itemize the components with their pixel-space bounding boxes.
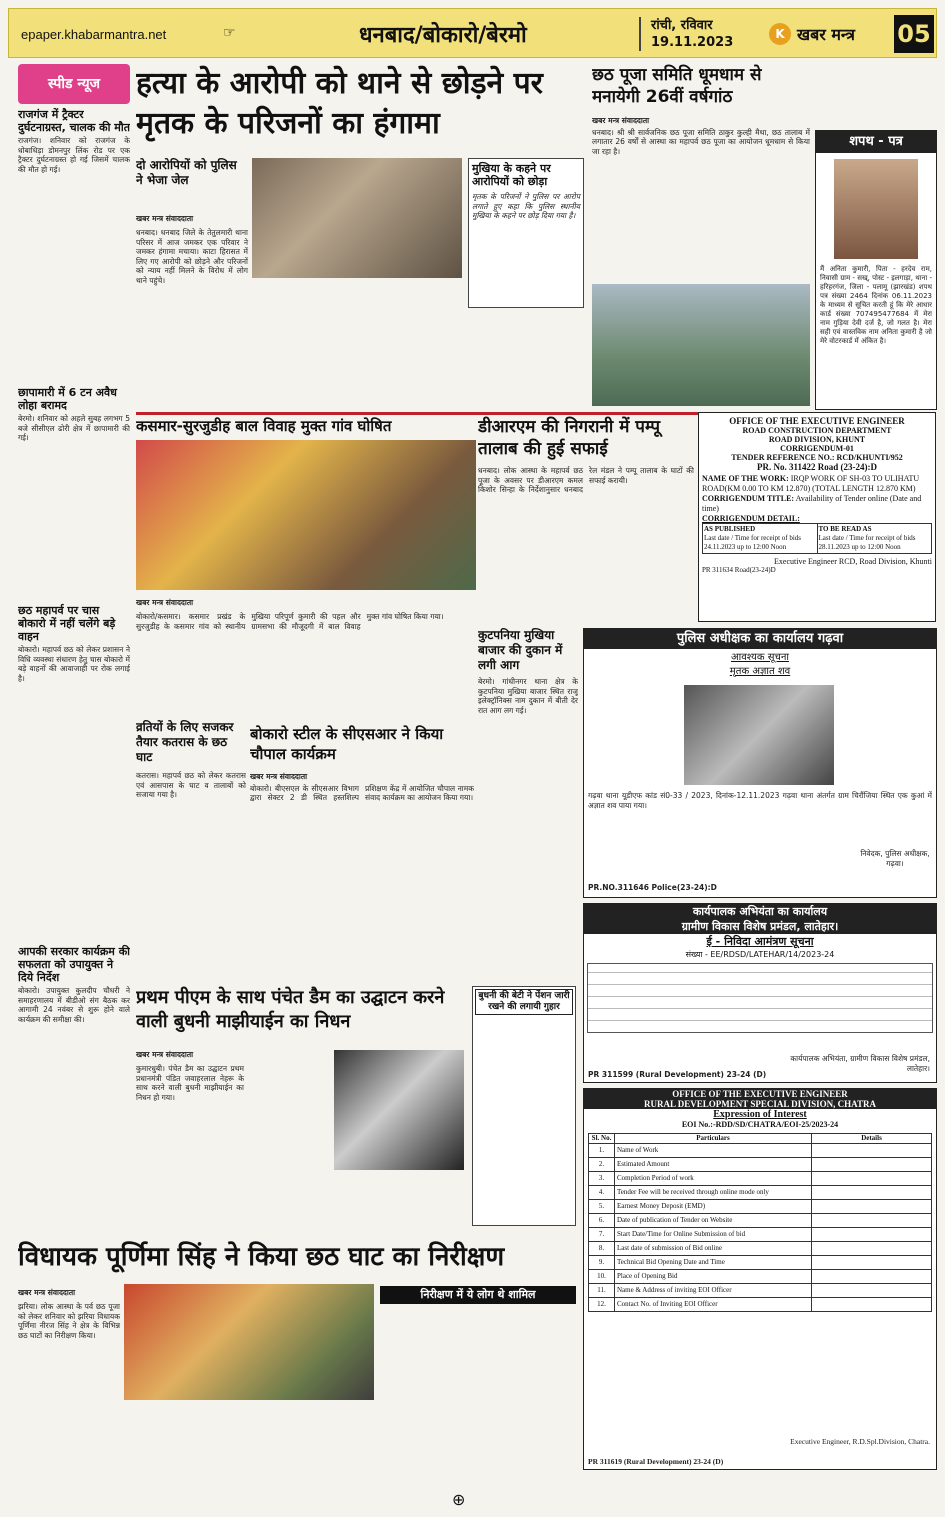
tender-read-head: TO BE READ AS <box>818 525 872 533</box>
police-notice-photo <box>684 685 834 785</box>
eoi-col-sl: Sl. No. <box>589 1134 615 1144</box>
chhath-samiti-headline: छठ पूजा समिति धूमधाम से मनायेगी 26वीं वर्षगांठ <box>592 65 762 107</box>
eoi-cell-detail <box>812 1228 932 1242</box>
speed-item <box>18 945 130 1024</box>
bokaro-steel-body: बोकारो। बीएसएल के सीएसआर विभाग द्वारा सेक्टर 2 डी स्थित हस्तशिल्प प्रशिक्षण केंद्र में आयोजित चौपाल नामक संवाद कार्यक्रम का आयोजन किया गया। <box>250 783 474 802</box>
eoi-table-row <box>589 1200 932 1214</box>
police-notice-sign: निवेदक, पुलिस अधीक्षक, गढ़वा। <box>860 849 930 868</box>
chhath-samiti-byline: खबर मन्त्र संवाददाता <box>592 116 650 125</box>
chhath-samiti-photo <box>592 284 810 406</box>
purnima-byline: खबर मन्त्र संवाददाता <box>18 1288 76 1297</box>
vratiyon-body: कतरास। महापर्व छठ को लेकर कतरास एवं आसपास के घाट व तालाबों को सजाया गया है। <box>136 771 246 799</box>
masthead <box>8 8 937 58</box>
budhni-photo <box>334 1050 464 1170</box>
budhni-side-head: बुधनी की बेटी ने पेंशन जारी रखने की लगायी गुहार <box>475 989 573 1015</box>
eoi-table-row <box>589 1172 932 1186</box>
speed-news-badge: स्पीड न्यूज <box>18 64 130 104</box>
eoi-table-row <box>589 1242 932 1256</box>
tender-khunti-ad <box>698 412 936 622</box>
bokaro-steel-byline: खबर मन्त्र संवाददाता <box>250 772 308 781</box>
lead-kicker: दो आरोपियों को पुलिस ने भेजा जेल <box>136 158 237 187</box>
eoi-cell-detail <box>812 1172 932 1186</box>
tender-work <box>702 474 932 494</box>
eoi-office: OFFICE OF THE EXECUTIVE ENGINEER <box>584 1089 936 1099</box>
shapath-patra-ad <box>815 130 937 410</box>
tender-read-text: Last date / Time for receipt of bids 28.11.2023 up to 12:00 Noon <box>818 534 916 551</box>
eoi-table <box>588 1133 932 1312</box>
tender-pr2: PR 311634 Road(23-24)D <box>702 566 776 574</box>
eoi-table-row <box>589 1214 932 1228</box>
speed-item-head: राजगंज में ट्रैक्टर दुर्घटनाग्रस्त, चालक की मौत <box>18 108 130 134</box>
page-number: 05 <box>894 15 934 53</box>
eoi-division: RURAL DEVELOPMENT SPECIAL DIVISION, CHATRA <box>584 1099 936 1109</box>
police-notice-title: पुलिस अधीक्षक का कार्यालय गढ़वा <box>584 629 936 649</box>
tender-title <box>702 494 932 514</box>
purnima-photo <box>124 1284 374 1400</box>
speed-item-head: आपकी सरकार कार्यक्रम की सफलता को उपायुक्त ने दिये निर्देश <box>18 945 130 984</box>
eoi-cell-particular: Technical Bid Opening Date and Time <box>615 1256 812 1270</box>
edition-title: धनबाद/बोकारो/बेरमो <box>359 23 527 48</box>
rural-tender-title3: ई - निविदा आमंत्रण सूचना <box>706 935 814 948</box>
tender-published-col <box>703 524 818 553</box>
eoi-cell-detail <box>812 1256 932 1270</box>
lead-quote-head: मुखिया के कहने पर आरोपियों को छोड़ा <box>472 162 551 188</box>
eoi-cell-detail <box>812 1298 932 1312</box>
purnima-story <box>18 1240 578 1485</box>
eoi-cell-particular: Contact No. of Inviting EOI Officer <box>615 1298 812 1312</box>
rural-tender-pr: PR 311599 (Rural Development) 23-24 (D) <box>588 1070 767 1079</box>
tender-detail: CORRIGENDUM DETAIL: <box>702 514 800 523</box>
tender-work-text: IRQP WORK OF SH-03 TO ULIHATU ROAD(KM 0.00 TO KM 12.870) (TOTAL LENGTH 12.870 KM) <box>702 474 920 493</box>
lead-byline: खबर मन्त्र संवाददाता <box>136 214 194 223</box>
lead-headline: हत्या के आरोपी को थाने से छोड़ने पर मृतक के परिजनों का हंगामा <box>136 66 543 141</box>
tender-read-col <box>818 524 932 553</box>
eoi-cell-particular: Earnest Money Deposit (EMD) <box>615 1200 812 1214</box>
speed-item-body: राजगंज। शनिवार को राजगंज के धोबाधिड़ा डोमनपुर लिंक रोड पर एक ट्रैक्टर दुर्घटनाग्रस्त हो गई जिसमें चालक की मौत हो गई। <box>18 136 130 174</box>
pampu-headline: डीआरएम की निगरानी में पम्पू तालाब की हुई सफाई <box>478 417 661 459</box>
police-notice-pr: PR.NO.311646 Police(23-24):D <box>588 883 717 892</box>
eoi-cell-particular: Completion Period of work <box>615 1172 812 1186</box>
eoi-table-row <box>589 1284 932 1298</box>
budhni-story <box>136 986 576 1236</box>
tender-title-text: Availability of Tender online (Date and time) <box>702 494 922 513</box>
pampu-story <box>478 416 694 626</box>
speed-news-column <box>18 64 130 1294</box>
bokaro-steel-headline: बोकारो स्टील के सीएसआर ने किया चौपाल कार्यक्रम <box>250 725 444 763</box>
eoi-title: Expression of Interest <box>713 1109 807 1120</box>
eoi-cell-sl: 6. <box>589 1214 615 1228</box>
site-url[interactable]: epaper.khabarmantra.net <box>21 27 167 42</box>
budhni-side-box <box>472 986 576 1226</box>
vratiyon-headline: व्रतियों के लिए सजकर तैयार कतरास के छठ घाट <box>136 720 234 764</box>
eoi-cell-sl: 4. <box>589 1186 615 1200</box>
child-marriage-photo <box>136 440 476 590</box>
eoi-table-row <box>589 1256 932 1270</box>
eoi-cell-sl: 7. <box>589 1228 615 1242</box>
rural-tender-title1: कार्यपालक अभियंता का कार्यालय <box>584 904 936 919</box>
eoi-cell-particular: Last date of submission of Bid online <box>615 1242 812 1256</box>
eoi-table-row <box>589 1270 932 1284</box>
tender-sign: Executive Engineer RCD, Road Division, Khunti <box>774 557 932 566</box>
speed-item <box>18 604 130 945</box>
eoi-cell-detail <box>812 1270 932 1284</box>
eoi-cell-particular: Name of Work <box>615 1144 812 1158</box>
police-notice-body: गढ़वा थाना यूडीएफ कांड सं0-33 / 2023, दिनांक-12.11.2023 गढ़वा थाना अंतर्गत ग्राम चिरौंजिया स्थित एक कुआं में अज्ञात शव पाया गया। <box>588 791 932 810</box>
tender-pr: PR. No. 311422 Road (23-24):D <box>757 462 877 472</box>
speed-item-body: बोकारो। उपायुक्त कुलदीप चौधरी ने समाहरणालय में बीडीओ संग बैठक कर आगामी 24 नवंबर से शुरू होने वाले कार्यक्रम की समीक्षा की। <box>18 986 130 1024</box>
speed-item-body: बोकारो। महापर्व छठ को लेकर प्रशासन ने विधि व्यवस्था संधारण हेतु चास बोकारो में बड़े वाहनों की आवाजाही पर रोक लगाई है। <box>18 645 130 683</box>
eoi-cell-sl: 8. <box>589 1242 615 1256</box>
eoi-cell-sl: 11. <box>589 1284 615 1298</box>
bokaro-steel-story <box>250 724 474 974</box>
eoi-cell-particular: Tender Fee will be received through online mode only <box>615 1186 812 1200</box>
brand-logo <box>769 19 889 49</box>
eoi-table-row <box>589 1186 932 1200</box>
tender-published-text: Last date / Time for receipt of bids 24.11.2023 up to 12:00 Noon <box>704 534 802 551</box>
speed-item <box>18 386 130 604</box>
speed-item <box>18 108 130 386</box>
kutpaniya-body: बेरमो। गांधीनगर थाना क्षेत्र के कुटपनिया मुखिया बाजार स्थित राजू इलेक्ट्रॉनिक्स नाम दुकान में बीती देर रात आग लग गई। <box>478 677 578 715</box>
police-notice-ad <box>583 628 937 898</box>
kutpaniya-story <box>478 628 578 978</box>
tender-corrigendum: CORRIGENDUM-01 <box>780 444 854 453</box>
rural-tender-table <box>587 963 933 1033</box>
speed-item-head: छापामारी में 6 टन अवैध लोहा बरामद <box>18 386 117 412</box>
pampu-body: धनबाद। लोक आस्था के महापर्व छठ पूजा के अवसर पर डीआरएम कमल किशोर सिन्हा के निर्देशानुसार धनबाद रेल मंडल ने पम्पू तालाब के घाटों की सफाई करायी। <box>478 466 694 494</box>
brand-icon: K <box>769 23 791 45</box>
brand-name: खबर मन्त्र <box>797 25 855 44</box>
shapath-body: मैं अनिता कुमारी, पिता - हरदेव राम, निवासी ग्राम - सख्, पोस्ट - इलगाड़ा, थाना - हरिहरगंज, जिला - पलामू (झारखंड) शपथ पत्र संख्या 2464 दिनांक 06.11.2023 के माध्यम से सूचित करती हूं कि मेरे आधार कार्ड संख्या 707495477684 में मेरा नाम गुड़िया देवी दर्ज है, जो गलत है। मेरा सही एवं वास्तविक नाम अनिता कुमारी है जो मेरे वोटरकार्ड में अंकित है। <box>820 265 932 345</box>
eoi-chatra-ad <box>583 1088 937 1470</box>
tender-published-head: AS PUBLISHED <box>704 525 756 533</box>
eoi-cell-sl: 1. <box>589 1144 615 1158</box>
tender-table <box>702 523 932 554</box>
shapath-title: शपथ - पत्र <box>816 131 936 153</box>
eoi-cell-detail <box>812 1200 932 1214</box>
rural-tender-ad <box>583 903 937 1083</box>
eoi-sign: Executive Engineer, R.D.Spl.Division, Chatra. <box>790 1437 930 1446</box>
eoi-cell-particular: Start Date/Time for Online Submission of bid <box>615 1228 812 1242</box>
budhni-byline: खबर मन्त्र संवाददाता <box>136 1050 194 1059</box>
budhni-body: कुमारधुबी। पंचेत डैम का उद्घाटन प्रथम प्रधानमंत्री पंडित जवाहरलाल नेहरू के साथ करने वाली बुधनी माझीयाईन का निधन हो गया। <box>136 1064 244 1102</box>
child-marriage-body: बोकारो/कसमार। कसमार प्रखंड के सुरजुडीह के कसमार गांव को स्थानीय मुखिया परिपूर्ण कुमारी की पहल और ग्रामसभा की मौजूदगी में बाल विवाह मुक्त गांव घोषित किया गया। <box>136 612 444 631</box>
tender-office: OFFICE OF THE EXECUTIVE ENGINEER <box>729 416 905 426</box>
tender-ref: TENDER REFERENCE NO.: RCD/KHUNTI/952 <box>731 453 903 462</box>
police-notice-sub2: मृतक अज्ञात शव <box>729 666 791 677</box>
chhath-samiti-body: धनबाद। श्री श्री सार्वजनिक छठ पूजा समिति ठाकुर कुल्ही मैथा, छठ तालाब में लगातार 26 वर्षों से आस्था का महापर्व छठ पूजा का आयोजन धूमधाम से किया जा रहा है। <box>592 127 810 156</box>
rural-tender-sign: कार्यपालक अभियंता, ग्रामीण विकास विशेष प्रमंडल, लातेहार। <box>790 1054 930 1073</box>
eoi-cell-sl: 5. <box>589 1200 615 1214</box>
purnima-headline: विधायक पूर्णिमा सिंह ने किया छठ घाट का निरीक्षण <box>18 1242 505 1272</box>
speed-item-body: बेरमो। शनिवार को अहले सुबह लगभग 5 बजे सीसीएल ढोरी क्षेत्र में छापामारी की गई। <box>18 414 130 442</box>
eoi-cell-sl: 2. <box>589 1158 615 1172</box>
purnima-body: झरिया। लोक आस्था के पर्व छठ पूजा को लेकर शनिवार को झरिया विधायक पूर्णिमा नीरज सिंह ने क्षेत्र के विभिन्न छठ घाटों का निरीक्षण किया। <box>18 1302 120 1340</box>
lead-quote-box <box>468 158 584 308</box>
lead-photo <box>252 158 462 278</box>
shapath-photo <box>834 159 918 259</box>
eoi-cell-particular: Date of publication of Tender on Website <box>615 1214 812 1228</box>
eoi-table-row <box>589 1298 932 1312</box>
child-marriage-headline: कसमार-सुरजुडीह बाल विवाह मुक्त गांव घोषित <box>136 417 392 435</box>
eoi-cell-detail <box>812 1144 932 1158</box>
eoi-col-particulars: Particulars <box>615 1134 812 1144</box>
registration-mark-icon: ⊕ <box>452 1490 466 1509</box>
eoi-cell-particular: Place of Opening Bid <box>615 1270 812 1284</box>
rural-tender-ref: संख्या - EE/RDSD/LATEHAR/14/2023-24 <box>685 950 835 959</box>
eoi-cell-sl: 12. <box>589 1298 615 1312</box>
tender-dept: ROAD CONSTRUCTION DEPARTMENT <box>742 426 892 435</box>
eoi-table-row <box>589 1228 932 1242</box>
city-day: रांची, रविवार <box>651 18 713 33</box>
eoi-cell-sl: 9. <box>589 1256 615 1270</box>
tender-title-label: CORRIGENDUM TITLE: <box>702 494 795 503</box>
tender-division: ROAD DIVISION, KHUNT <box>768 435 866 444</box>
lead-body: धनबाद। धनबाद जिले के तेतुलमारी थाना परिसर में आज जमकर एक परिवार ने जमकर हंगामा मचाया। काटा हिरासत में लिए गए आरोपी को छोड़ने और परिजनों को न्याय नहीं मिलने के विरोध में लोग थाने पहुंचे। <box>136 228 248 285</box>
speed-item-head: छठ महापर्व पर चास बोकारो में नहीं चलेंगे बड़े वाहन <box>18 604 116 643</box>
eoi-cell-detail <box>812 1214 932 1228</box>
eoi-cell-sl: 10. <box>589 1270 615 1284</box>
print-registration-marks <box>0 1490 945 1510</box>
eoi-table-row <box>589 1144 932 1158</box>
police-notice-sub1: आवश्यक सूचना <box>731 652 789 663</box>
eoi-ref: EOI No.:-RDD/SD/CHATRA/EOI-25/2023-24 <box>681 1120 839 1129</box>
eoi-table-head <box>589 1134 932 1144</box>
eoi-cell-detail <box>812 1186 932 1200</box>
child-marriage-story <box>136 416 476 716</box>
chhath-samiti-story <box>592 64 810 410</box>
lead-quote-body: मृतक के परिजनों ने पुलिस पर आरोप लगाते हुए कहा कि पुलिस स्थानीय मुखिया के कहने पर छोड़ दिया गया है। <box>472 192 580 220</box>
rural-tender-title2: ग्रामीण विकास विशेष प्रमंडल, लातेहार। <box>584 919 936 934</box>
vratiyon-story <box>136 720 246 970</box>
purnima-side-head: निरीक्षण में ये लोग थे शामिल <box>380 1286 576 1304</box>
eoi-pr: PR 311619 (Rural Development) 23-24 (D) <box>588 1457 724 1466</box>
kutpaniya-headline: कुटपनिया मुखिया बाजार की दुकान में लगी आग <box>478 628 563 672</box>
eoi-cell-detail <box>812 1284 932 1298</box>
eoi-cell-particular: Name & Address of inviting EOI Officer <box>615 1284 812 1298</box>
eoi-cell-particular: Estimated Amount <box>615 1158 812 1172</box>
eoi-cell-detail <box>812 1158 932 1172</box>
tender-work-label: NAME OF THE WORK: <box>702 474 789 483</box>
eoi-cell-detail <box>812 1242 932 1256</box>
dateline <box>639 17 733 51</box>
child-marriage-byline: खबर मन्त्र संवाददाता <box>136 598 194 607</box>
eoi-col-details: Details <box>812 1134 932 1144</box>
cursor-icon: ☞ <box>223 25 236 41</box>
eoi-cell-sl: 3. <box>589 1172 615 1186</box>
issue-date: 19.11.2023 <box>651 35 734 50</box>
eoi-table-row <box>589 1158 932 1172</box>
budhni-headline: प्रथम पीएम के साथ पंचेत डैम का उद्घाटन करने वाली बुधनी माझीयाईन का निधन <box>136 987 445 1032</box>
lead-story <box>136 64 586 412</box>
